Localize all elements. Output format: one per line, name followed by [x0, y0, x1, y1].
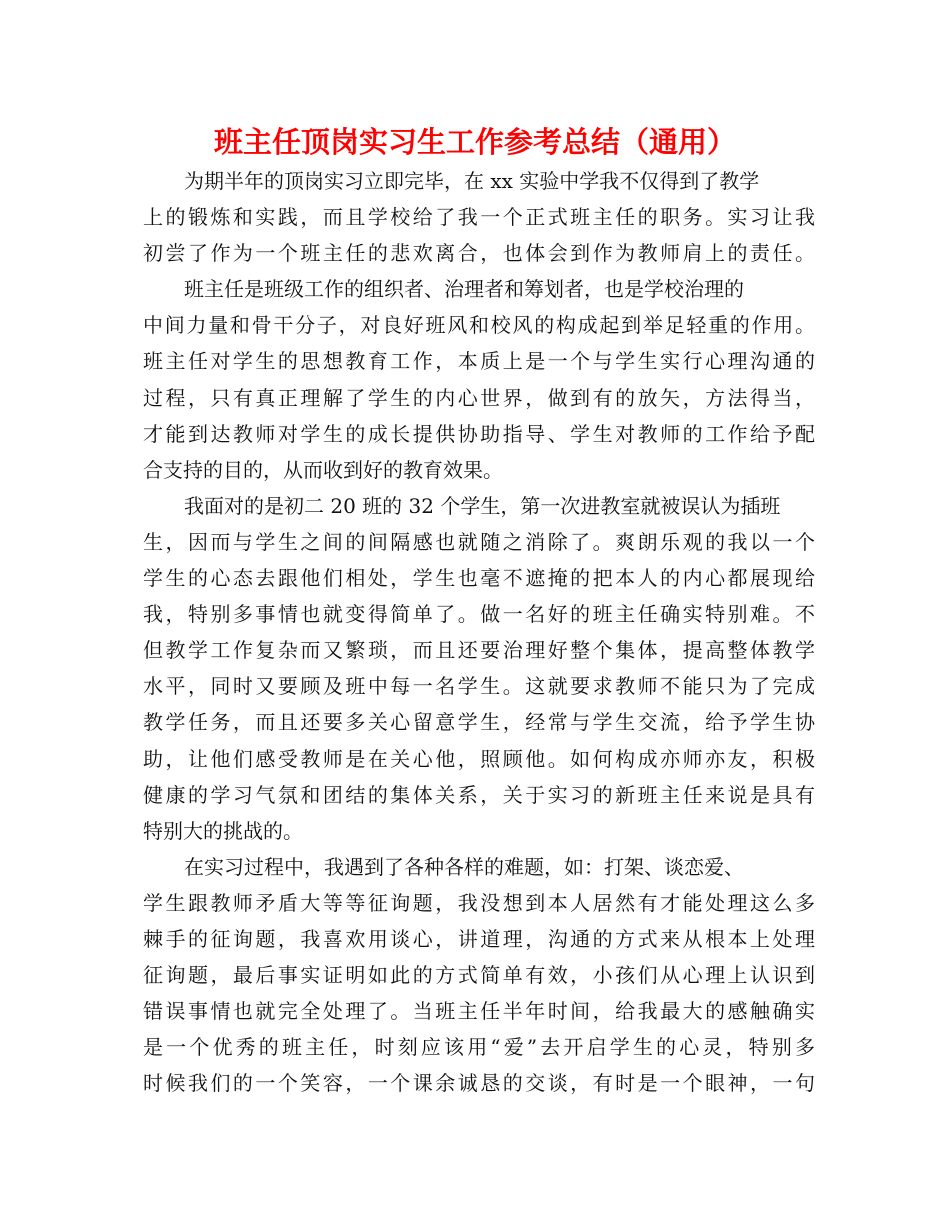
document-body	[143, 163, 815, 1101]
text-line: 初尝了作为一个班主任的悲欢离合，也体会到作为教师肩上的责任。	[143, 241, 815, 266]
text-line: 水平，同时又要顾及班中每一名学生。这就要求教师不能只为了完成	[143, 674, 815, 699]
paragraph-4	[143, 849, 815, 1102]
text-line: 学生的心态去跟他们相处，学生也毫不遮掩的把本人的内心都展现给	[143, 566, 815, 591]
text-line: 特别大的挑战的。	[143, 818, 303, 843]
text-line: 班主任是班级工作的组织者、治理者和筹划者，也是学校治理的	[184, 277, 744, 302]
text-line: 才能到达教师对学生的成长提供协助指导、学生对教师的工作给予配	[143, 421, 815, 446]
text-line: 时候我们的一个笑容，一个课余诚恳的交谈，有时是一个眼神，一句	[143, 1071, 815, 1096]
text-line: 教学任务，而且还要多关心留意学生，经常与学生交流，给予学生协	[143, 710, 815, 735]
text-line: 我，特别多事情也就变得简单了。做一名好的班主任确实特别难。不	[143, 602, 815, 627]
paragraph-2	[143, 271, 815, 488]
text-line: 征询题，最后事实证明如此的方式简单有效，小孩们从心理上认识到	[143, 963, 815, 988]
text-line: 是一个优秀的班主任，时刻应该用“爱”去开启学生的心灵，特别多	[143, 1035, 815, 1060]
text-line: 生，因而与学生之间的间隔感也就随之消除了。爽朗乐观的我以一个	[143, 529, 815, 554]
document-title: 班主任顶岗实习生工作参考总结（通用）	[213, 125, 736, 159]
text-line: 错误事情也就完全处理了。当班主任半年时间，给我最大的感触确实	[143, 999, 815, 1024]
text-line: 健康的学习气氛和团结的集体关系，关于实习的新班主任来说是具有	[143, 782, 815, 807]
text-line: 过程，只有真正理解了学生的内心世界，做到有的放矢，方法得当，	[143, 385, 815, 410]
text-line: 在实习过程中，我遇到了各种各样的难题，如：打架、谈恋爱、	[184, 854, 744, 879]
text-line: 棘手的征询题，我喜欢用谈心，讲道理，沟通的方式来从根本上处理	[143, 926, 815, 951]
text-line: 为期半年的顶岗实习立即完毕，在 xx 实验中学我不仅得到了教学	[184, 169, 760, 193]
text-line: 上的锻炼和实践，而且学校给了我一个正式班主任的职务。实习让我	[143, 205, 815, 230]
text-line: 学生跟教师矛盾大等等征询题，我没想到本人居然有才能处理这么多	[143, 890, 815, 915]
text-line: 助，让他们感受教师是在关心他，照顾他。如何构成亦师亦友，积极	[143, 746, 815, 771]
text-line: 合支持的目的，从而收到好的教育效果。	[143, 457, 503, 482]
text-line: 我面对的是初二 20 班的 32 个学生，第一次进教室就被误认为插班	[184, 493, 781, 518]
paragraph-1	[143, 163, 815, 271]
text-line: 但教学工作复杂而又繁琐，而且还要治理好整个集体，提高整体教学	[143, 638, 815, 663]
paragraph-3	[143, 488, 815, 849]
text-line: 中间力量和骨干分子，对良好班风和校风的构成起到举足轻重的作用。	[143, 313, 815, 338]
text-line: 班主任对学生的思想教育工作，本质上是一个与学生实行心理沟通的	[143, 349, 815, 374]
